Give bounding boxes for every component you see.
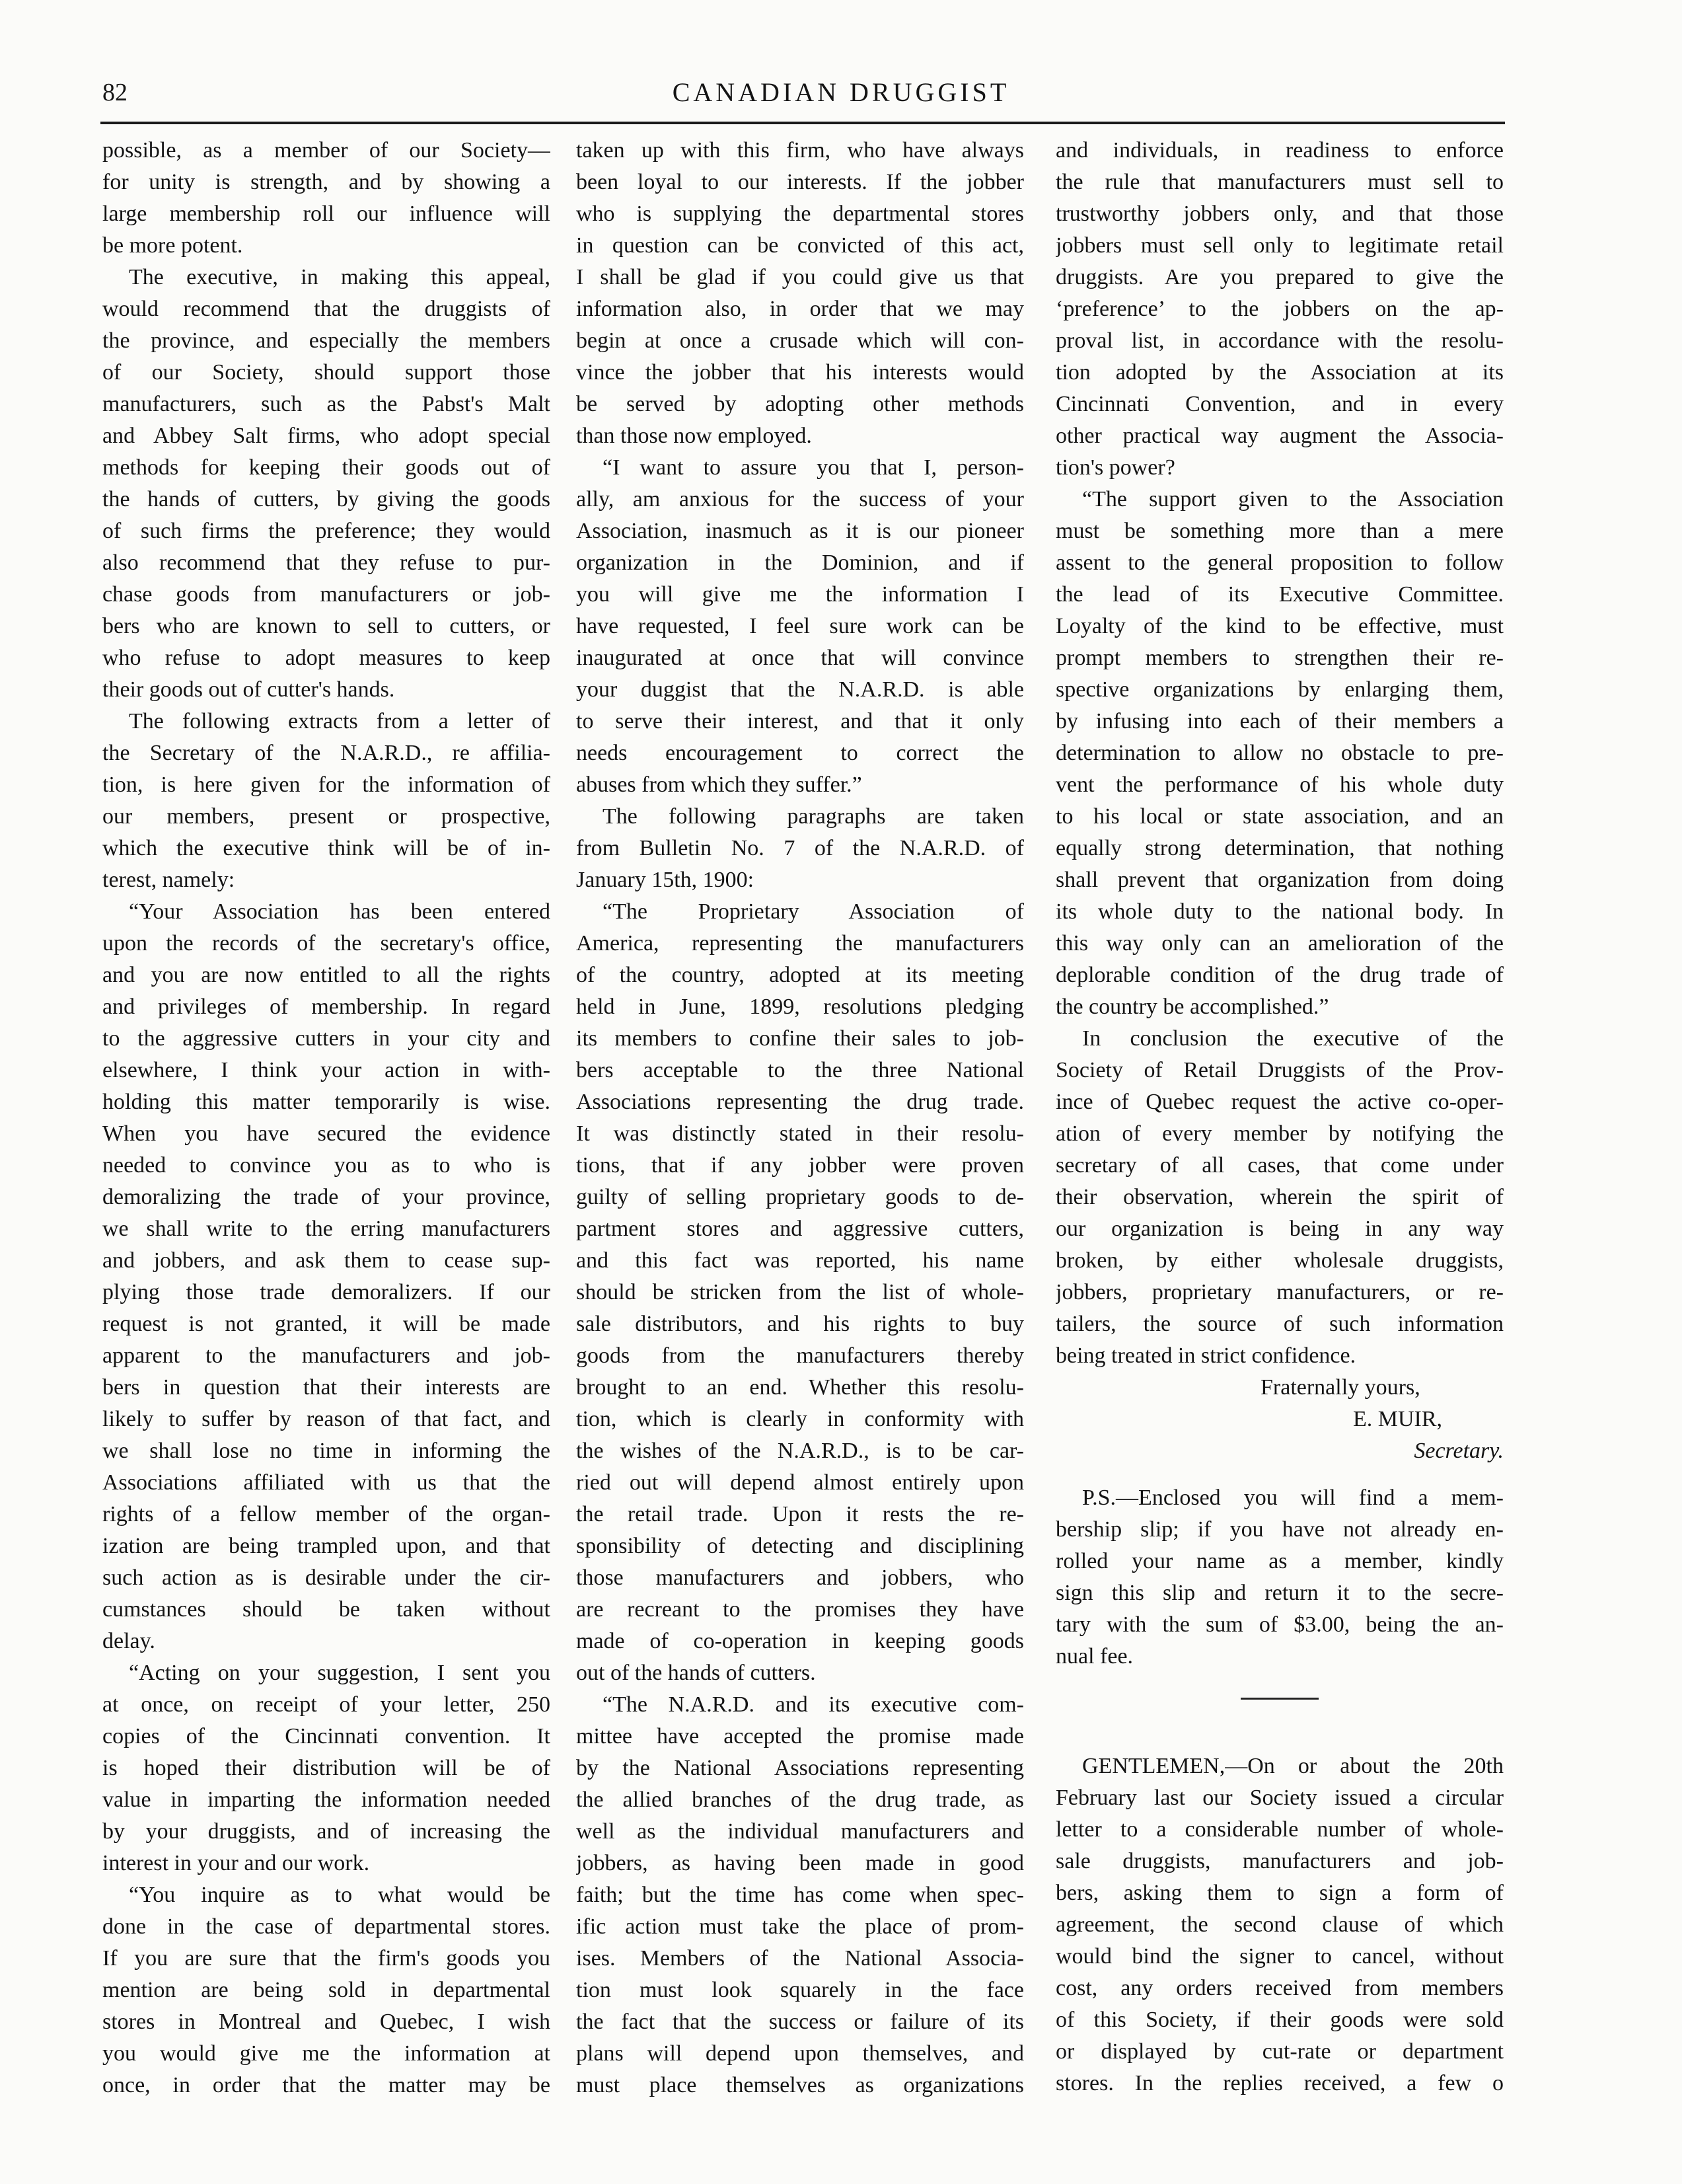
text-line: other practical way augment the Associa- xyxy=(1056,424,1504,448)
text-line: tion must look squarely in the face xyxy=(576,1978,1024,2002)
text-line: you would give me the information at xyxy=(102,2041,550,2066)
text-line: possible, as a member of our Society— xyxy=(102,138,550,163)
text-line: the lead of its Executive Committee. xyxy=(1056,582,1504,607)
text-column-1 xyxy=(102,135,550,2101)
paragraph xyxy=(576,896,1024,1689)
text-line: once, in order that the matter may be xyxy=(102,2073,550,2097)
text-line: letter to a considerable number of whole- xyxy=(1056,1817,1504,1842)
text-line: and this fact was reported, his name xyxy=(576,1248,1024,1273)
text-line: druggists. Are you prepared to give the xyxy=(1056,265,1504,289)
text-line: America, representing the manufacturers xyxy=(576,931,1024,956)
text-line: held in June, 1899, resolutions pledging xyxy=(576,995,1024,1019)
text-line: goods from the manufacturers thereby xyxy=(576,1343,1024,1368)
text-line: ization are being trampled upon, and that xyxy=(102,1534,550,1558)
text-line: plying those trade demoralizers. If our xyxy=(102,1280,550,1304)
text-line: Associations representing the drug trade. xyxy=(576,1090,1024,1114)
paragraph xyxy=(102,1657,550,1879)
text-line: should be stricken from the list of whole- xyxy=(576,1280,1024,1304)
text-line: broken, by either wholesale druggists, xyxy=(1056,1248,1504,1273)
text-line: “The Proprietary Association of xyxy=(603,899,1024,924)
text-line: our members, present or prospective, xyxy=(102,804,550,829)
text-line: and jobbers, and ask them to cease sup- xyxy=(102,1248,550,1273)
paragraph xyxy=(576,452,1024,801)
text-line: needs encouragement to correct the xyxy=(576,741,1024,765)
text-line: agreement, the second clause of which xyxy=(1056,1912,1504,1937)
text-line: guilty of selling proprietary goods to de- xyxy=(576,1185,1024,1209)
text-line: of the country, adopted at its meeting xyxy=(576,963,1024,987)
text-line: to serve their interest, and that it only xyxy=(576,709,1024,734)
text-line: must place themselves as organizations xyxy=(576,2073,1024,2097)
text-line: by the National Associations representing xyxy=(576,1756,1024,1780)
text-line: shall prevent that organization from doing xyxy=(1056,868,1504,892)
text-line: needed to convince you as to who is xyxy=(102,1153,550,1178)
text-line: holding this matter temporarily is wise. xyxy=(102,1090,550,1114)
header-rule xyxy=(100,122,1505,124)
text-line: “Acting on your suggestion, I sent you xyxy=(129,1661,550,1685)
text-line: brought to an end. Whether this resolu- xyxy=(576,1375,1024,1400)
text-line: bers in question that their interests are xyxy=(102,1375,550,1400)
text-line: Society of Retail Druggists of the Prov- xyxy=(1056,1058,1504,1082)
text-line: The following paragraphs are taken xyxy=(603,804,1024,829)
text-line: mittee have accepted the promise made xyxy=(576,1724,1024,1749)
text-line: ises. Members of the National Associa- xyxy=(576,1946,1024,1971)
paragraph xyxy=(1056,484,1504,1023)
text-line: ific action must take the place of prom- xyxy=(576,1914,1024,1939)
text-line: you will give me the information I xyxy=(576,582,1024,607)
signature-block xyxy=(1056,1372,1504,1467)
paragraph xyxy=(102,1879,550,2101)
text-line: tion's power? xyxy=(1056,455,1175,480)
text-line: by your druggists, and of increasing the xyxy=(102,1819,550,1844)
text-line: the retail trade. Upon it rests the re- xyxy=(576,1502,1024,1526)
text-line: cost, any orders received from members xyxy=(1056,1976,1504,2000)
text-line: the country be accomplished.” xyxy=(1056,995,1329,1019)
text-line: to the aggressive cutters in your city and xyxy=(102,1026,550,1051)
text-line: of such firms the preference; they would xyxy=(102,519,550,543)
text-line: chase goods from manufacturers or job- xyxy=(102,582,550,607)
text-line: mention are being sold in departmental xyxy=(102,1978,550,2002)
text-line: being treated in strict confidence. xyxy=(1056,1343,1356,1368)
text-line: January 15th, 1900: xyxy=(576,868,754,892)
text-line: vince the jobber that his interests would xyxy=(576,360,1024,385)
text-line: February last our Society issued a circular xyxy=(1056,1786,1504,1810)
text-line: secretary of all cases, that come under xyxy=(1056,1153,1504,1178)
page-number: 82 xyxy=(102,79,128,106)
text-line: its whole duty to the national body. In xyxy=(1056,899,1504,924)
paragraph xyxy=(576,801,1024,896)
text-line: tary with the sum of $3.00, being the an- xyxy=(1056,1612,1504,1637)
text-line: tion adopted by the Association at its xyxy=(1056,360,1504,385)
text-line: is hoped their distribution will be of xyxy=(102,1756,550,1780)
text-line: spective organizations by enlarging them, xyxy=(1056,677,1504,702)
text-line: the wishes of the N.A.R.D., is to be car- xyxy=(576,1439,1024,1463)
text-line: their observation, wherein the spirit of xyxy=(1056,1185,1504,1209)
text-line: stores in Montreal and Quebec, I wish xyxy=(102,2010,550,2034)
text-line: bers, asking them to sign a form of xyxy=(1056,1881,1504,1905)
text-line: vent the performance of his whole duty xyxy=(1056,772,1504,797)
text-line: terest, namely: xyxy=(102,868,235,892)
text-line: must be something more than a mere xyxy=(1056,519,1504,543)
text-line: equally strong determination, that nothing xyxy=(1056,836,1504,860)
paragraph xyxy=(576,135,1024,452)
text-column-2 xyxy=(576,135,1024,2101)
text-line: apparent to the manufacturers and job- xyxy=(102,1343,550,1368)
text-line: by infusing into each of their members a xyxy=(1056,709,1504,734)
text-line: bership slip; if you have not already en- xyxy=(1056,1517,1504,1542)
text-line: “Your Association has been entered xyxy=(129,899,550,924)
text-line: faith; but the time has come when spec- xyxy=(576,1883,1024,1907)
text-line: would recommend that the druggists of xyxy=(102,297,550,321)
text-line: our organization is being in any way xyxy=(1056,1217,1504,1241)
text-line: the allied branches of the drug trade, as xyxy=(576,1788,1024,1812)
text-line: we shall write to the erring manufacturers xyxy=(102,1217,550,1241)
text-line: tion, is here given for the information of xyxy=(102,772,550,797)
text-line: sign this slip and return it to the secre- xyxy=(1056,1581,1504,1605)
text-line: ally, am anxious for the success of your xyxy=(576,487,1024,511)
text-line: done in the case of departmental stores. xyxy=(102,1914,550,1939)
text-line: ince of Quebec request the active co-oper- xyxy=(1056,1090,1504,1114)
text-line: we shall lose no time in informing the xyxy=(102,1439,550,1463)
text-line: in question can be convicted of this act, xyxy=(576,233,1024,258)
text-line: which the executive think will be of in- xyxy=(102,836,550,860)
text-line: and Abbey Salt firms, who adopt special xyxy=(102,424,550,448)
text-line: those manufacturers and jobbers, who xyxy=(576,1565,1024,1590)
text-line: begin at once a crusade which will con- xyxy=(576,328,1024,353)
text-line: the rule that manufacturers must sell to xyxy=(1056,170,1504,194)
text-line: information also, in order that we may xyxy=(576,297,1024,321)
text-line: It was distinctly stated in their resolu- xyxy=(576,1121,1024,1146)
text-line: GENTLEMEN,—On or about the 20th xyxy=(1082,1754,1504,1778)
text-line: demoralizing the trade of your province, xyxy=(102,1185,550,1209)
text-line: the Secretary of the N.A.R.D., re affilia- xyxy=(102,741,550,765)
text-line: of our Society, should support those xyxy=(102,360,550,385)
text-line: tailers, the source of such information xyxy=(1056,1312,1504,1336)
text-line: jobbers must sell only to legitimate retail xyxy=(1056,233,1504,258)
text-line: its members to confine their sales to job- xyxy=(576,1026,1024,1051)
text-line: I shall be glad if you could give us that xyxy=(576,265,1024,289)
text-line: than those now employed. xyxy=(576,424,812,448)
paragraph xyxy=(576,1689,1024,2101)
text-line: If you are sure that the firm's goods you xyxy=(102,1946,550,1971)
text-line: be more potent. xyxy=(102,233,243,258)
signature-closing: Fraternally yours, xyxy=(1261,1375,1420,1400)
text-line: methods for keeping their goods out of xyxy=(102,455,550,480)
text-line: the fact that the success or failure of its xyxy=(576,2010,1024,2034)
text-line: inaugurated at once that will convince xyxy=(576,646,1024,670)
text-line: When you have secured the evidence xyxy=(102,1121,550,1146)
text-line: would bind the signer to cancel, without xyxy=(1056,1944,1504,1969)
paragraph xyxy=(102,706,550,896)
text-line: request is not granted, it will be made xyxy=(102,1312,550,1336)
text-line: or displayed by cut-rate or department xyxy=(1056,2039,1504,2064)
text-line: interest in your and our work. xyxy=(102,1851,370,1875)
running-title: CANADIAN DRUGGIST xyxy=(672,77,1010,107)
text-line: The executive, in making this appeal, xyxy=(129,265,550,289)
text-line: ‘preference’ to the jobbers on the ap- xyxy=(1056,297,1504,321)
text-line: taken up with this firm, who have always xyxy=(576,138,1024,163)
text-line: ried out will depend almost entirely upon xyxy=(576,1470,1024,1495)
text-line: out of the hands of cutters. xyxy=(576,1661,816,1685)
text-line: rights of a fellow member of the organ- xyxy=(102,1502,550,1526)
text-line: abuses from which they suffer.” xyxy=(576,772,862,797)
text-line: your duggist that the N.A.R.D. is able xyxy=(576,677,1024,702)
text-line: P.S.—Enclosed you will find a mem- xyxy=(1082,1486,1504,1510)
text-line: “The support given to the Association xyxy=(1082,487,1504,511)
section-divider-rule xyxy=(1241,1698,1319,1700)
text-line: been loyal to our interests. If the jobber xyxy=(576,170,1024,194)
text-line: this way only can an amelioration of the xyxy=(1056,931,1504,956)
text-line: sale distributors, and his rights to buy xyxy=(576,1312,1024,1336)
text-line: cumstances should be taken without xyxy=(102,1597,550,1622)
text-line: copies of the Cincinnati convention. It xyxy=(102,1724,550,1749)
text-line: “You inquire as to what would be xyxy=(129,1883,550,1907)
text-line: In conclusion the executive of the xyxy=(1082,1026,1504,1051)
text-line: to his local or state association, and an xyxy=(1056,804,1504,829)
paragraph xyxy=(1056,1482,1504,1673)
text-line: of this Society, if their goods were sold xyxy=(1056,2008,1504,2032)
text-line: deplorable condition of the drug trade of xyxy=(1056,963,1504,987)
text-line: Loyalty of the kind to be effective, must xyxy=(1056,614,1504,638)
text-line: stores. In the replies received, a few o xyxy=(1056,2071,1504,2095)
text-line: also recommend that they refuse to pur- xyxy=(102,550,550,575)
text-line: from Bulletin No. 7 of the N.A.R.D. of xyxy=(576,836,1024,860)
paragraph xyxy=(1056,1751,1504,2099)
text-line: manufacturers, such as the Pabst's Malt xyxy=(102,392,550,416)
paragraph xyxy=(1056,135,1504,484)
text-line: plans will depend upon themselves, and xyxy=(576,2041,1024,2066)
text-line: upon the records of the secretary's office, xyxy=(102,931,550,956)
paragraph xyxy=(1056,1023,1504,1372)
text-line: be served by adopting other methods xyxy=(576,392,1024,416)
text-line: and individuals, in readiness to enforce xyxy=(1056,138,1504,163)
text-line: sponsibility of detecting and disciplining xyxy=(576,1534,1024,1558)
text-line: large membership roll our influence will xyxy=(102,202,550,226)
text-line: ation of every member by notifying the xyxy=(1056,1121,1504,1146)
text-line: jobbers, as having been made in good xyxy=(576,1851,1024,1875)
text-line: trustworthy jobbers only, and that those xyxy=(1056,202,1504,226)
text-line: Association, inasmuch as it is our pioneer xyxy=(576,519,1024,543)
text-line: for unity is strength, and by showing a xyxy=(102,170,550,194)
text-line: made of co-operation in keeping goods xyxy=(576,1629,1024,1653)
text-line: organization in the Dominion, and if xyxy=(576,550,1024,575)
text-line: The following extracts from a letter of xyxy=(129,709,550,734)
text-line: partment stores and aggressive cutters, xyxy=(576,1217,1024,1241)
text-line: jobbers, proprietary manufacturers, or re- xyxy=(1056,1280,1504,1304)
text-line: and you are now entitled to all the rights xyxy=(102,963,550,987)
text-line: tions, that if any jobber were proven xyxy=(576,1153,1024,1178)
text-line: Cincinnati Convention, and in every xyxy=(1056,392,1504,416)
text-line: elsewhere, I think your action in with- xyxy=(102,1058,550,1082)
paragraph xyxy=(102,896,550,1657)
text-line: well as the individual manufacturers and xyxy=(576,1819,1024,1844)
text-line: determination to allow no obstacle to pre- xyxy=(1056,741,1504,765)
text-line: “The N.A.R.D. and its executive com- xyxy=(603,1692,1024,1717)
text-line: tion, which is clearly in conformity with xyxy=(576,1407,1024,1431)
paragraph xyxy=(102,262,550,706)
text-line: Associations affiliated with us that the xyxy=(102,1470,550,1495)
text-line: proval list, in accordance with the resolu- xyxy=(1056,328,1504,353)
text-line: nual fee. xyxy=(1056,1644,1134,1669)
text-line: rolled your name as a member, kindly xyxy=(1056,1549,1504,1573)
text-line: bers acceptable to the three National xyxy=(576,1058,1024,1082)
signature-title: Secretary. xyxy=(1414,1439,1504,1463)
text-line: bers who are known to sell to cutters, or xyxy=(102,614,550,638)
text-line: such action as is desirable under the cir- xyxy=(102,1565,550,1590)
text-line: prompt members to strengthen their re- xyxy=(1056,646,1504,670)
paragraph xyxy=(102,135,550,262)
text-line: “I want to assure you that I, person- xyxy=(603,455,1024,480)
text-line: their goods out of cutter's hands. xyxy=(102,677,395,702)
text-column-3 xyxy=(1056,135,1504,2099)
text-line: value in imparting the information needed xyxy=(102,1788,550,1812)
text-line: at once, on receipt of your letter, 250 xyxy=(102,1692,550,1717)
text-line: the hands of cutters, by giving the goods xyxy=(102,487,550,511)
text-line: assent to the general proposition to follow xyxy=(1056,550,1504,575)
text-line: and privileges of membership. In regard xyxy=(102,995,550,1019)
text-line: the province, and especially the members xyxy=(102,328,550,353)
text-line: are recreant to the promises they have xyxy=(576,1597,1024,1622)
text-line: have requested, I feel sure work can be xyxy=(576,614,1024,638)
text-line: delay. xyxy=(102,1629,155,1653)
text-line: sale druggists, manufacturers and job- xyxy=(1056,1849,1504,1873)
text-line: likely to suffer by reason of that fact, and xyxy=(102,1407,550,1431)
signature-name: E. MUIR, xyxy=(1353,1407,1443,1431)
text-line: who refuse to adopt measures to keep xyxy=(102,646,550,670)
text-line: who is supplying the departmental stores xyxy=(576,202,1024,226)
